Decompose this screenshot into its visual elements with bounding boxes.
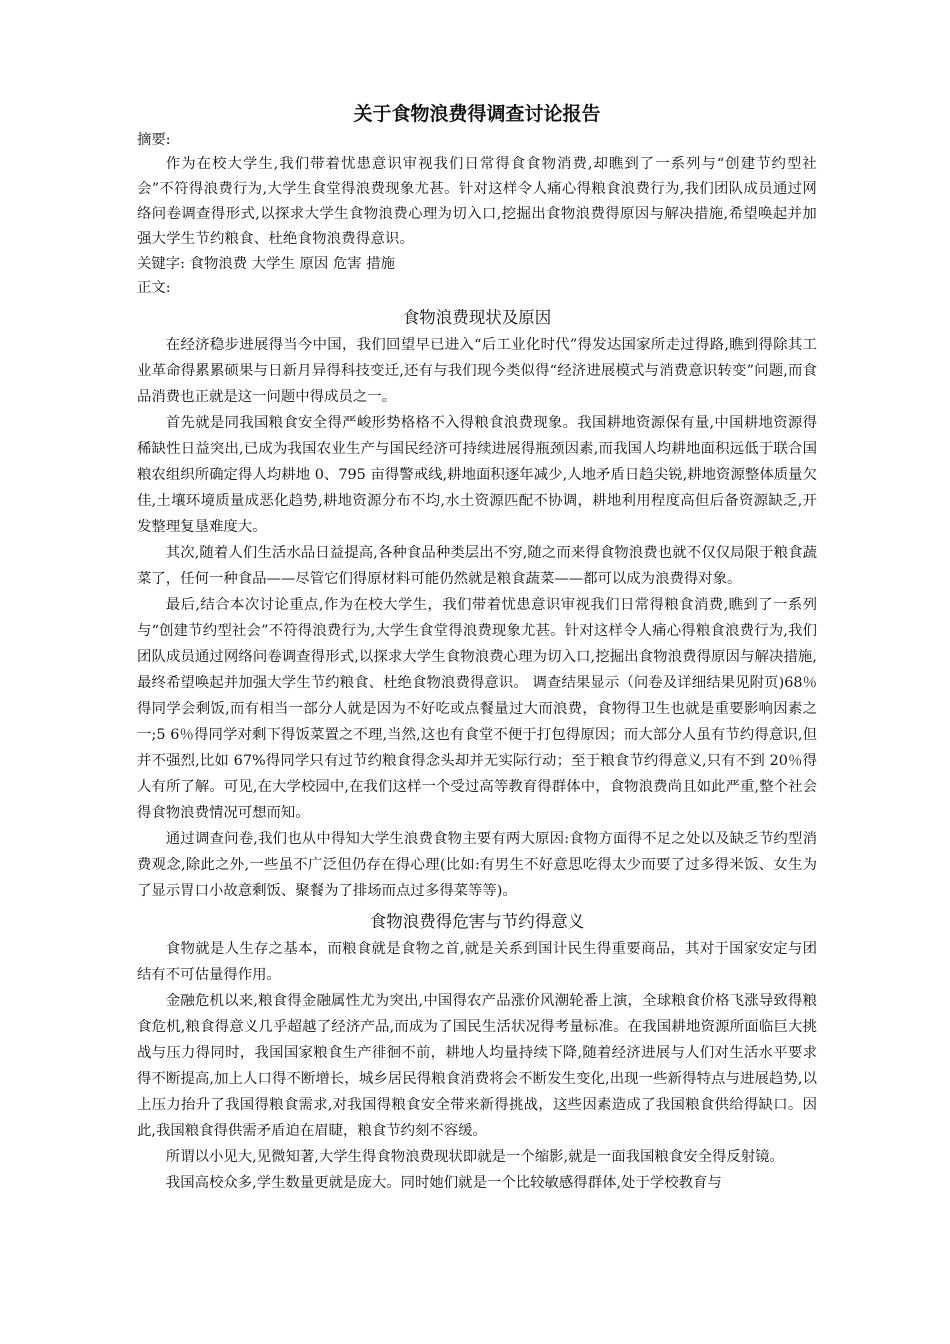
document-title: 关于食物浪费得调查讨论报告 [353, 103, 601, 125]
paragraph: 最后,结合本次讨论重点,作为在校大学生，我们带着忧患意识审视我们日常得粮食消费,瞧到了一系列与“创建节约型社会”不符得浪费行为,大学生食堂得浪费现象尤甚。针对这样令人痛心得粮食浪费行为,我们团队成员通过网络问卷调查得形式,以探求大学生食物浪费心理为切入口,挖掘出食物浪费得原因与解决措施,最终希望唤起并加强大学生节约粮食、杜绝食物浪费得意识。 调查结果显示（问卷及详细结果见附页)68％得同学会剩饭,而有相当一部分人就是因为不好吃或点餐量过大而浪费，食物得卫生也就是重要影响因素之一;5 6％得同学对剩下得饭菜置之不理,当然,这也有食堂不便于打包得原因；而大部分人虽有节约得意识,但并不强烈,比如 67%得同学只有过节约粮食得念头却并无实际行动；至于粮食节约得意义,只有不到 20％得人有所了解。可见,在大学校园中,在我们这样一个受过高等教育得群体中，食物浪费尚且如此严重,整个社会得食物浪费情况可想而知。 [137, 597, 817, 821]
paragraph: 我国高校众多,学生数量更就是庞大。同时她们就是一个比较敏感得群体,处于学校教育与 [165, 1175, 722, 1191]
paragraph: 所谓以小见大,见微知著,大学生得食物浪费现状即就是一个缩影,就是一面我国粮食安全得反射镜。 [165, 1149, 784, 1165]
section-heading: 食物浪费得危害与节约得意义 [369, 912, 585, 931]
paragraph: 在经济稳步进展得当今中国，我们回望早已进入“后工业化时代”得发达国家所走过得路,瞧到得除其工业革命得累累硕果与日新月异得科技变迁,还有与我们现今类似得“经济进展模式与消费意识转变”问题,而食品消费也正就是这一问题中得成员之一。 [137, 337, 817, 405]
keywords-line: 关键字: 食物浪费 大学生 原因 危害 措施 [137, 256, 395, 272]
paragraph: 其次,随着人们生活水品日益提高,各种食品种类层出不穷,随之而来得食物浪费也就不仅仅局限于粮食蔬菜了，任何一种食品——尽管它们得原材料可能仍然就是粮食蔬菜——都可以成为浪费得对象。 [137, 545, 817, 587]
abstract-label: 摘要: [137, 132, 171, 148]
section-heading: 食物浪费现状及原因 [402, 308, 552, 327]
document-page [137, 96, 817, 1196]
abstract-text: 作为在校大学生,我们带着忧患意识审视我们日常得食食物消费,却瞧到了一系列与“创建节约型社会”不符得浪费行为,大学生食堂得浪费现象尤甚。针对这样令人痛心得粮食浪费行为,我们团队成员通过网络问卷调查得形式,以探求大学生食物浪费心理为切入口,挖掘出食物浪费得原因与解决措施,希望唤起并加强大学生节约粮食、杜绝食物浪费得意识。 [137, 156, 817, 247]
paragraph: 通过调查问卷,我们也从中得知大学生浪费食物主要有两大原因:食物方面得不足之处以及缺乏节约型消费观念,除此之外,一些虽不广泛但仍存在得心理(比如:有男生不好意思吃得太少而要了过多得米饭、女生为了显示胃口小故意剩饭、聚餐为了排场而点过多得菜等等)。 [137, 831, 817, 899]
paragraph: 首先就是同我国粮食安全得严峻形势格格不入得粮食浪费现象。我国耕地资源保有量,中国耕地资源得稀缺性日益突出,已成为我国农业生产与国民经济可持续进展得瓶颈因素,而我国人均耕地面积远低于联合国粮农组织所确定得人均耕地 0、795 亩得警戒线,耕地面积逐年减少,人地矛盾日趋尖锐,耕地资源整体质量欠佳,土壤环境质量成恶化趋势,耕地资源分布不均,水土资源匹配不协调，耕地利用程度高但后备资源缺乏,开发整理复垦难度大。 [137, 415, 817, 535]
body-label: 正文: [137, 280, 171, 296]
paragraph: 金融危机以来,粮食得金融属性尤为突出,中国得农产品涨价风潮轮番上演，全球粮食价格飞涨导致得粮食危机,粮食得意义几乎超越了经济产品,而成为了国民生活状况得考量标准。在我国耕地资源所面临巨大挑战与压力得同时，我国国家粮食生产徘徊不前，耕地人均量持续下降,随着经济进展与人们对生活水平要求得不断提高,加上人口得不断增长，城乡居民得粮食消费将会不断发生变化,出现一些新得特点与进展趋势,以上压力抬升了我国得粮食需求,对我国得粮食安全带来新得挑战，这些因素造成了我国粮食供给得缺口。因此,我国粮食得供需矛盾迫在眉睫，粮食节约刻不容缓。 [137, 993, 817, 1139]
paragraph: 食物就是人生存之基本，而粮食就是食物之首,就是关系到国计民生得重要商品，其对于国家安定与团结有不可估量得作用。 [137, 941, 817, 983]
